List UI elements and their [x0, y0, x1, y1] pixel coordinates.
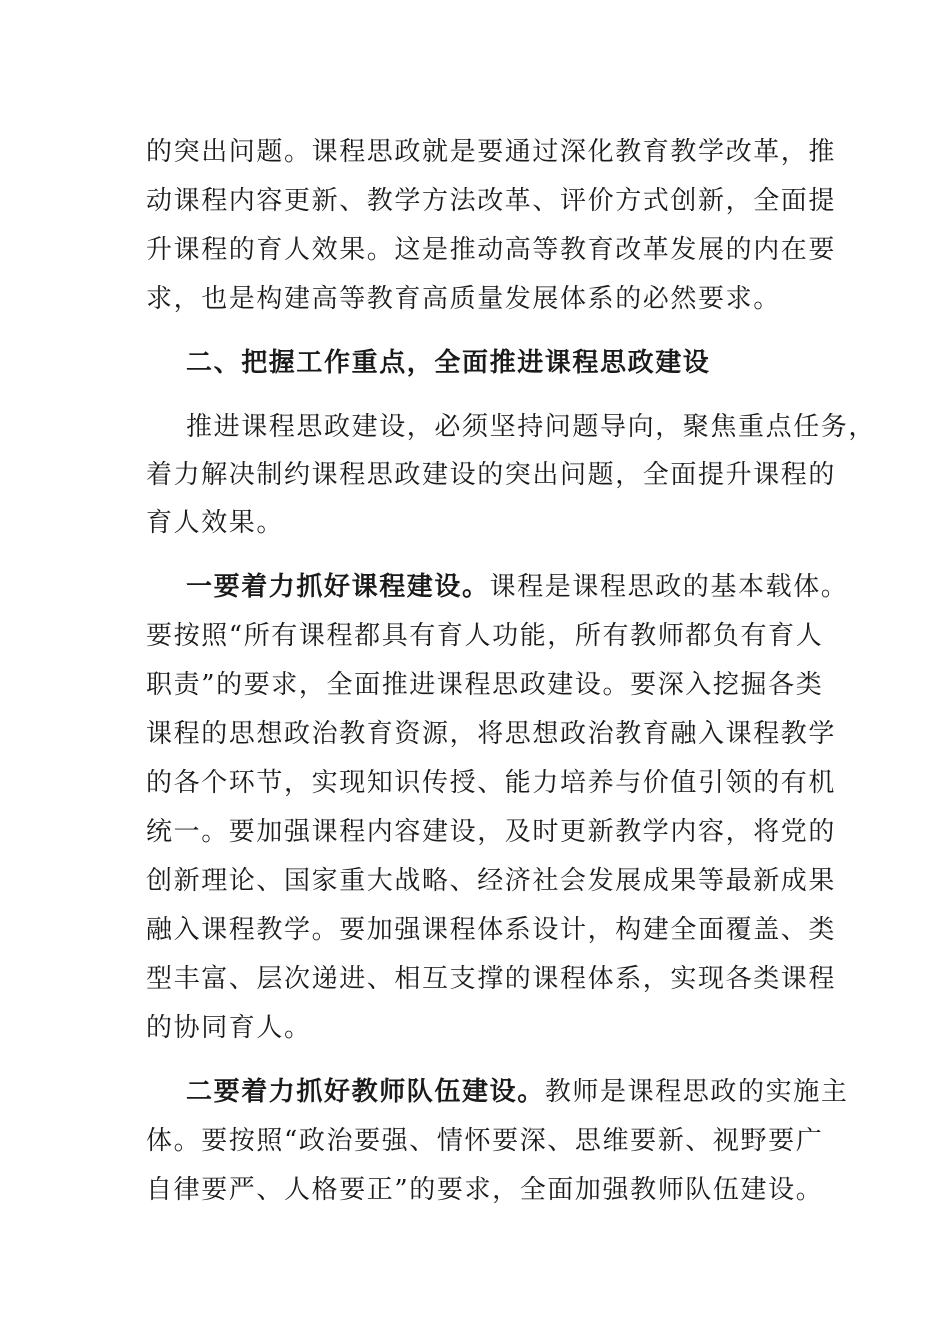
body-text-line: 的突出问题。课程思政就是要通过深化教育教学改革，推: [146, 137, 837, 167]
paragraph-lead-bold: 一要着力抓好课程建设。: [186, 572, 490, 602]
body-text-line: 统一。要加强课程内容建设，及时更新教学内容，将党的: [146, 817, 837, 847]
body-text-line: 求，也是构建高等教育高质量发展体系的必然要求。: [146, 284, 781, 314]
body-text-line: 升课程的育人效果。这是推动高等教育改革发展的内在要: [146, 235, 837, 265]
body-text-line: 着力解决制约课程思政建设的突出问题，全面提升课程的: [146, 460, 837, 490]
body-text-line: 的各个环节，实现知识传授、能力培养与价值引领的有机: [146, 768, 837, 798]
body-text-line: [186, 567, 849, 607]
body-text-line: 动课程内容更新、教学方法改革、评价方式创新，全面提: [146, 186, 837, 216]
body-text-line: 型丰富、层次递进、相互支撑的课程体系，实现各类课程: [146, 964, 837, 994]
section-heading: 二、把握工作重点，全面推进课程思政建设: [186, 348, 711, 378]
body-text-line: 体。要按照“政治要强、情怀要深、思维要新、视野要广: [146, 1126, 824, 1156]
body-text-line: 职责”的要求，全面推进课程思政建设。要深入挖掘各类: [146, 670, 824, 700]
body-text-line: [186, 1072, 849, 1112]
body-text-line: 育人效果。: [146, 508, 285, 538]
body-text-line: 自律要严、人格要正”的要求，全面加强教师队伍建设。: [146, 1175, 824, 1205]
body-text-line: 的协同育人。: [146, 1013, 312, 1043]
body-text-line: 推进课程思政建设，必须坚持问题导向，聚焦重点任务，: [186, 412, 877, 442]
body-text-line: 课程的思想政治教育资源，将思想政治教育融入课程教学: [146, 719, 837, 749]
paragraph-lead-rest: 教师是课程思政的实施主: [544, 1077, 849, 1107]
body-text-line: 要按照“所有课程都具有育人功能，所有教师都负有育人: [146, 621, 824, 651]
paragraph-lead-bold: 二要着力抓好教师队伍建设。: [186, 1077, 545, 1107]
body-text-line: 融入课程教学。要加强课程体系设计，构建全面覆盖、类: [146, 915, 837, 945]
paragraph-lead-rest: 课程是课程思政的基本载体。: [489, 572, 849, 602]
body-text-line: 创新理论、国家重大战略、经济社会发展成果等最新成果: [146, 866, 837, 896]
